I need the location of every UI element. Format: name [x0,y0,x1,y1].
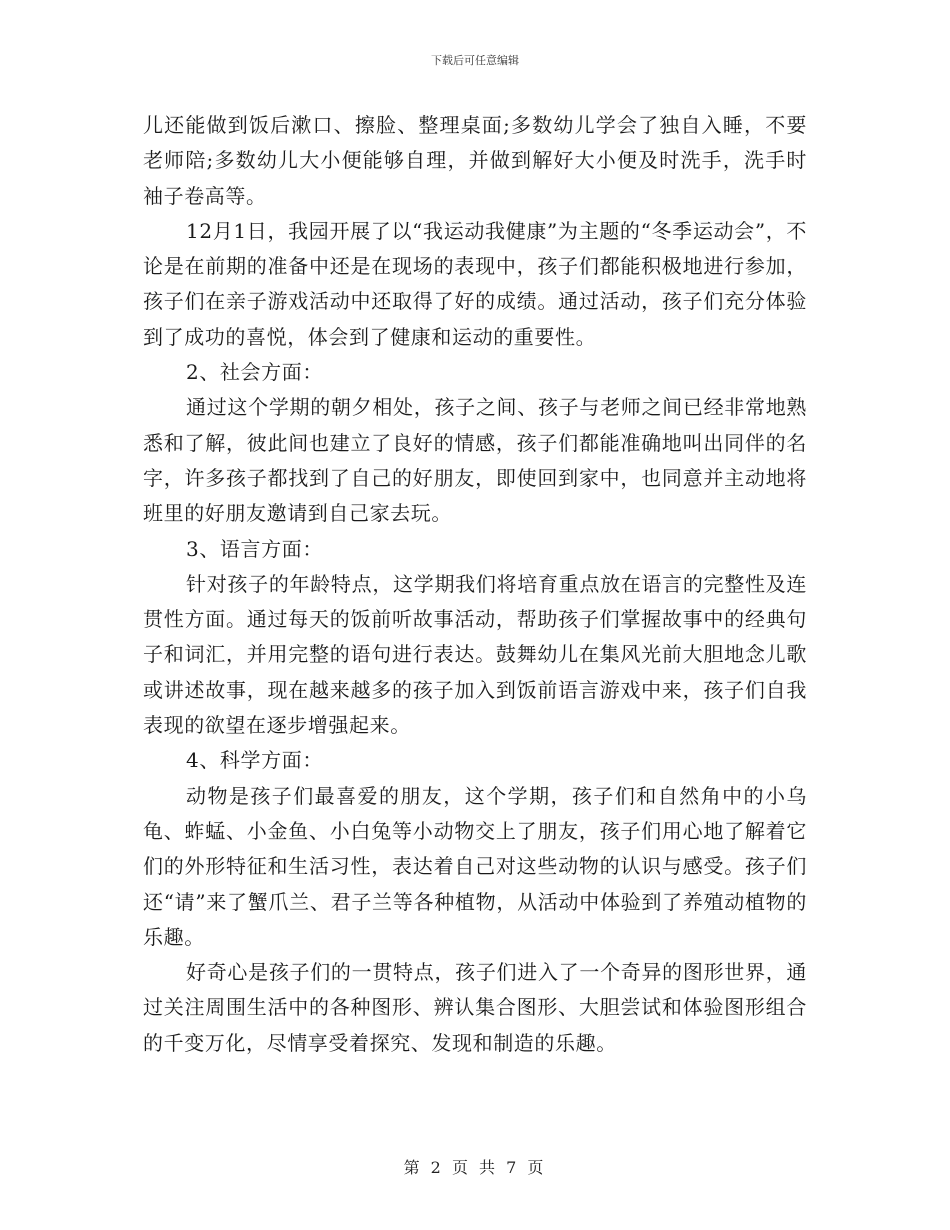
paragraph-health-habits: 儿还能做到饭后漱口、擦脸、整理桌面;多数幼儿学会了独自入睡，不要老师陪;多数幼儿大小便能够自理，并做到解好大小便及时洗手，洗手时袖子卷高等。 [143,113,807,208]
page-header: 下载后可任意编辑 [431,54,519,67]
paragraph-social: 通过这个学期的朝夕相处，孩子之间、孩子与老师之间已经非常地熟悉和了解，彼此间也建立了良好的情感，孩子们都能准确地叫出同伴的名字，许多孩子都找到了自己的好朋友，即使回到家中，也同意并主动地将班里的好朋友邀请到自己家去玩。 [143,395,807,526]
heading-science: 4、科学方面： [186,748,323,773]
heading-language: 3、语言方面： [186,536,323,561]
document-body [143,108,807,1061]
paragraph-sports-meet: 12月1日，我园开展了以“我运动我健康”为主题的“冬季运动会”，不论是在前期的准备中还是在现场的表现中，孩子们都能积极地进行参加，孩子们在亲子游戏活动中还取得了好的成绩。通过活动，孩子们充分体验到了成功的喜悦，体会到了健康和运动的重要性。 [143,218,807,349]
page-footer: 第 2 页 共 7 页 [403,1158,547,1177]
paragraph-language: 针对孩子的年龄特点，这学期我们将培育重点放在语言的完整性及连贯性方面。通过每天的饭前听故事活动，帮助孩子们掌握故事中的经典句子和词汇，并用完整的语句进行表达。鼓舞幼儿在集风光前大胆地念儿歌或讲述故事，现在越来越多的孩子加入到饭前语言游戏中来，孩子们自我表现的欲望在逐步增强起来。 [143,571,807,738]
paragraph-science-animals: 动物是孩子们最喜爱的朋友，这个学期，孩子们和自然角中的小乌龟、蚱蜢、小金鱼、小白兔等小动物交上了朋友，孩子们用心地了解着它们的外形特征和生活习性，表达着自己对这些动物的认识与感受。孩子们还“请”来了蟹爪兰、君子兰等各种植物，从活动中体验到了养殖动植物的乐趣。 [143,783,807,949]
paragraph-science-shapes: 好奇心是孩子们的一贯特点，孩子们进入了一个奇异的图形世界，通过关注周围生活中的各种图形、辨认集合图形、大胆尝试和体验图形组合的千变万化，尽情享受着探究、发现和制造的乐趣。 [143,960,807,1055]
heading-social: 2、社会方面： [186,360,323,385]
